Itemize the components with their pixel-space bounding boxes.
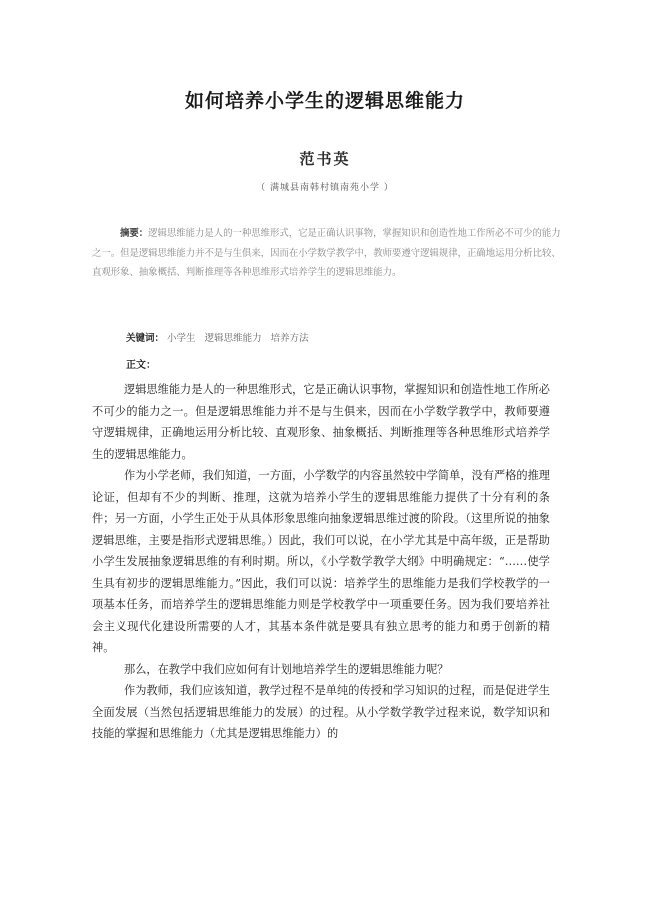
abstract-text: 逻辑思维能力是人的一种思维形式，它是正确认识事物，掌握知识和创造性地工作所必不可少的能力之一。但是逻辑思维能力并不是与生俱来，因而在小学数学教学中，教师要遵守逻辑规律，正确地运用分析比较、直观形象、抽象概括、判断推理等各种思维形式培养学生的逻辑思维能力。 [92,228,561,278]
body-paragraph: 作为小学老师，我们知道，一方面，小学数学的内容虽然较中学简单，没有严格的推理论证，但却有不少的判断、推理，这就为培养小学生的逻辑思维能力提供了十分有利的条件；另一方面，小学生正处于从具体形象思维向抽象逻辑思维过渡的阶段。（这里所说的抽象逻辑思维，主要是指形式逻辑思维。）因此，我们可以说，在小学尤其是中高年级，正是帮助小学生发展抽象逻辑思维的有利时期。所以，《小学数学教学大纲》中明确规定：“……使学生具有初步的逻辑思维能力。”因此，我们可以说：培养学生的思维能力是我们学校教学的一项基本任务，而培养学生的逻辑思维能力则是学校教学中一项重要任务。因为我们要培养社会主义现代化建设所需要的人才，其基本条件就是要具有独立思考的能力和勇于创新的精神。 [92,469,550,654]
abstract [92,224,568,283]
body-label: 正文： [126,360,156,371]
document-title: 如何培养小学生的逻辑思维能力 [184,90,465,112]
keywords-label: 关键词： [126,333,165,344]
keywords [126,330,315,344]
keyword-item: 培养方法 [270,333,309,344]
author-name: 范书英 [299,150,351,168]
body-paragraph: 那么，在教学中我们应如何有计划地培养学生的逻辑思维能力呢？ [124,662,449,676]
body-paragraph: 作为教师，我们应该知道，教学过程不是单纯的传授和学习知识的过程，而是促进学生全面发展（当然包括逻辑思维能力的发展）的过程。从小学数学教学过程来说，数学知识和技能的掌握和思维能力（尤其是逻辑思维能力）的 [92,684,550,740]
keyword-item: 小学生 [167,333,196,344]
abstract-label: 摘要： [120,228,149,239]
author-affiliation: （ 满城县南韩村镇南苑小学 ） [256,183,394,193]
keyword-item: 逻辑思维能力 [204,333,262,344]
body-paragraph: 逻辑思维能力是人的一种思维形式，它是正确认识事物，掌握知识和创造性地工作所必不可少的能力之一。但是逻辑思维能力并不是与生俱来，因而在小学数学教学中，教师要遵守逻辑规律，正确地运用分析比较、直观形象、抽象概括、判断推理等各种思维形式培养学生的逻辑思维能力。 [92,383,550,461]
body-text [92,379,550,745]
